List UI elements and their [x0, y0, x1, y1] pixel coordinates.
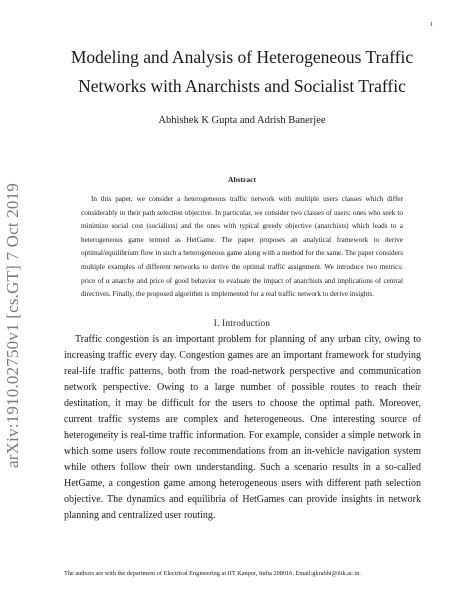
author-list: Abhishek K Gupta and Adrish Banerjee	[158, 115, 326, 126]
abstract-text: In this paper, we consider a heterogeneous traffic network with multiple users classes which differ considerably in their path selection objective. In particular, we consider two classes of users: ones who seek to minimize social cost (socialists) and the ones with typical greedy objective (anarchists) which leads to a heterogeneous game termed as HetGame. The paper proposes an analytical framework to derive optimal/equilibrium flow in such a heterogeneous game along with a method for the same. The paper considers multiple examples of different networks to derive the optimal traffic assignment. We introduce two metrics: price of α anarchy and price of good behavior to evaluate the impact of anarchists and implications of central directives. Finally, the proposed algorithm is implemented for a real traffic network to derive insights.	[81, 195, 403, 299]
page-number: 1	[430, 22, 433, 28]
paper-title: Modeling and Analysis of Heterogeneous Traffic Networks with Anarchists and Socialist Traffic	[70, 47, 414, 96]
section-heading: I. Introduction	[213, 318, 271, 328]
introduction-text: Traffic congestion is an important problem for planning of any urban city, owing to increasing traffic every day. Congestion games are an important framework for studying real-life traffic patterns, both from the road-network perspective and communication network perspective. Owing to a large number of possible routes to reach their destination, it may be difficult for the users to choose the optimal path. Moreover, current traffic systems are complex and heterogeneous. One interesting source of heterogeneity is real-time traffic information. For example, consider a simple network in which some users follow route recommendations from an in-vehicle navigation system while others follow their own understanding. Such a scenario results in a so-called HetGame, a congestion game among heterogeneous users with different path selection objective. The dynamics and equilibria of HetGames can provide insights in network planning and centralized user routing.	[64, 334, 421, 521]
author-affiliation-footnote: The authors are with the department of Electrical Engineering at IIT Kanpur, India 208016. Email:gkrabhi@iitk.ac.in.	[64, 570, 361, 577]
arxiv-identifier[interactable]: arXiv:1910.02750v1 [cs.GT] 7 Oct 2019	[3, 182, 22, 468]
abstract-heading: Abstract	[228, 175, 256, 184]
